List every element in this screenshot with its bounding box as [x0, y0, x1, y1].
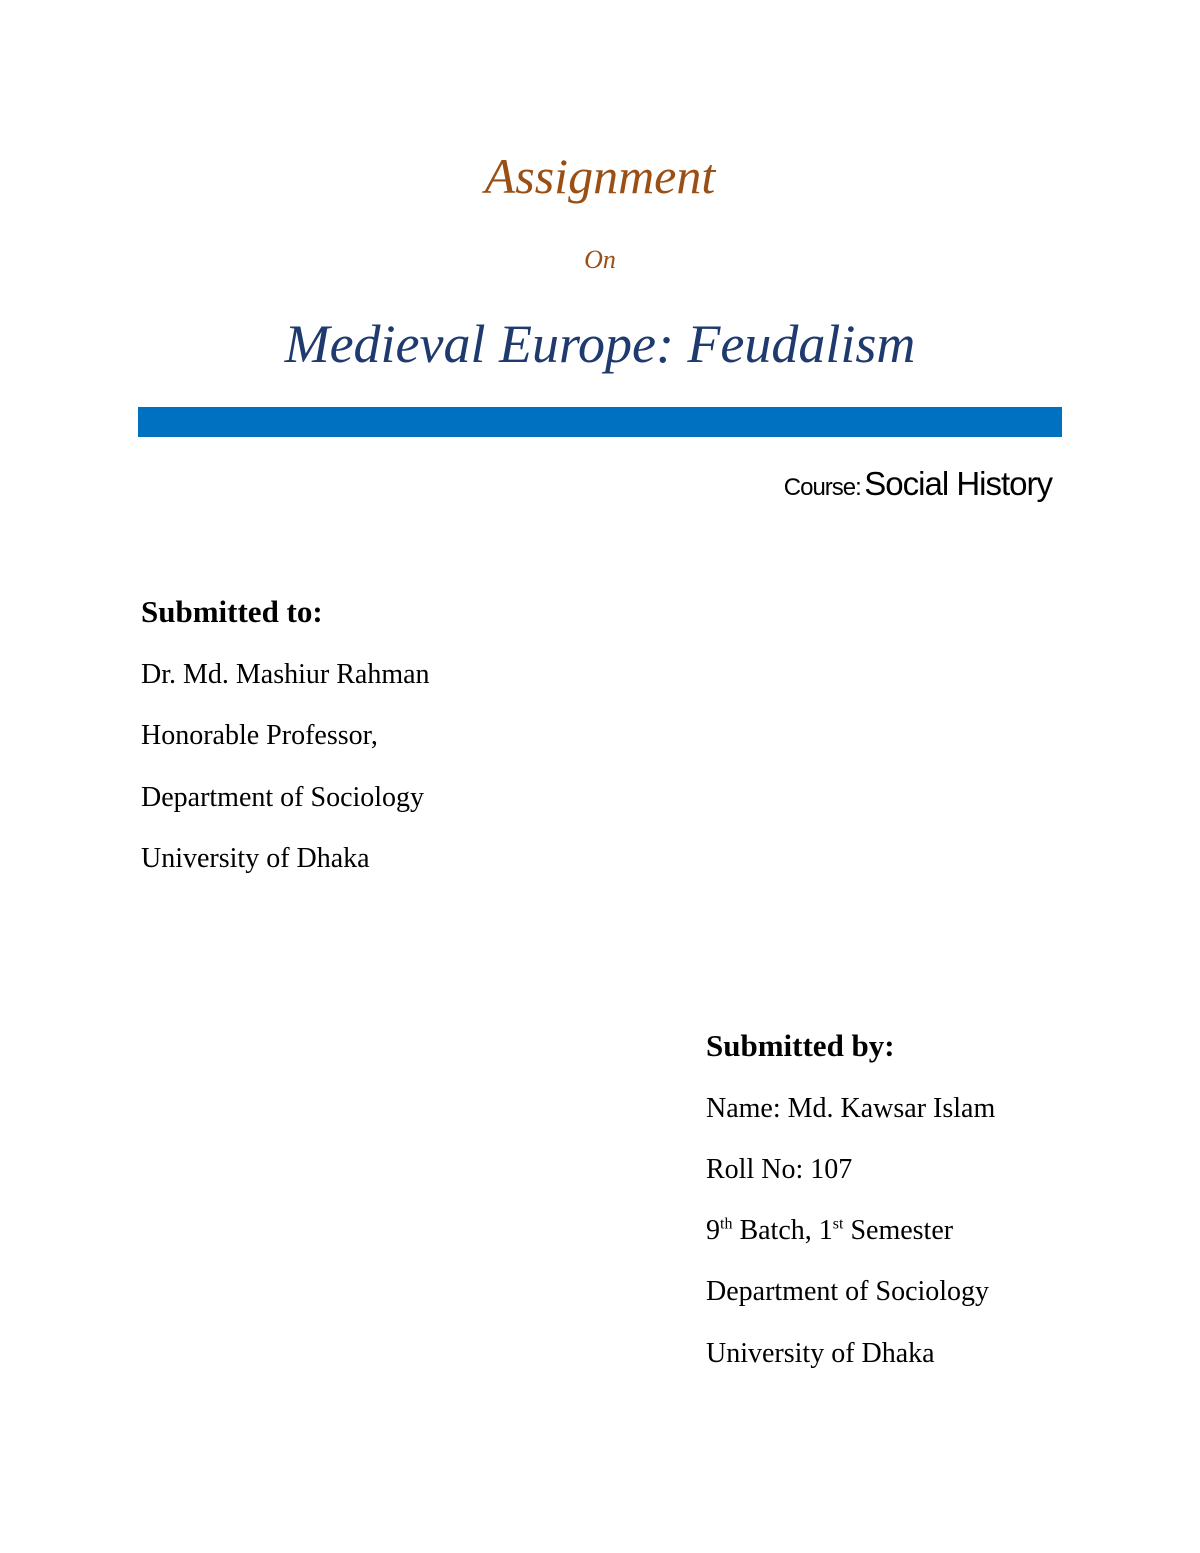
- supervisor-name: Dr. Md. Mashiur Rahman: [141, 659, 430, 690]
- batch-number: 9: [706, 1215, 720, 1246]
- batch-suffix: th: [720, 1215, 733, 1233]
- batch-text: Batch, 1: [732, 1215, 833, 1246]
- course-label: Course:: [783, 474, 861, 501]
- supervisor-university: University of Dhaka: [141, 843, 370, 874]
- on-label: On: [584, 245, 616, 274]
- semester-text: Semester: [843, 1215, 954, 1246]
- topic-title: Medieval Europe: Feudalism: [284, 314, 916, 374]
- divider-bar: [138, 407, 1062, 437]
- course-line: [784, 462, 1052, 513]
- student-department: Department of Sociology: [706, 1276, 990, 1307]
- supervisor-department: Department of Sociology: [141, 782, 425, 813]
- submitted-to-heading: Submitted to:: [141, 594, 323, 629]
- submitted-by-heading: Submitted by:: [706, 1028, 895, 1063]
- supervisor-title: Honorable Professor,: [141, 720, 378, 751]
- student-university: University of Dhaka: [706, 1338, 935, 1369]
- semester-suffix: st: [832, 1215, 844, 1233]
- assignment-title: Assignment: [484, 148, 716, 204]
- student-roll: Roll No: 107: [706, 1154, 853, 1185]
- course-value: Social History: [864, 465, 1052, 502]
- student-batch-semester: [706, 1213, 953, 1249]
- student-name: Name: Md. Kawsar Islam: [706, 1093, 996, 1124]
